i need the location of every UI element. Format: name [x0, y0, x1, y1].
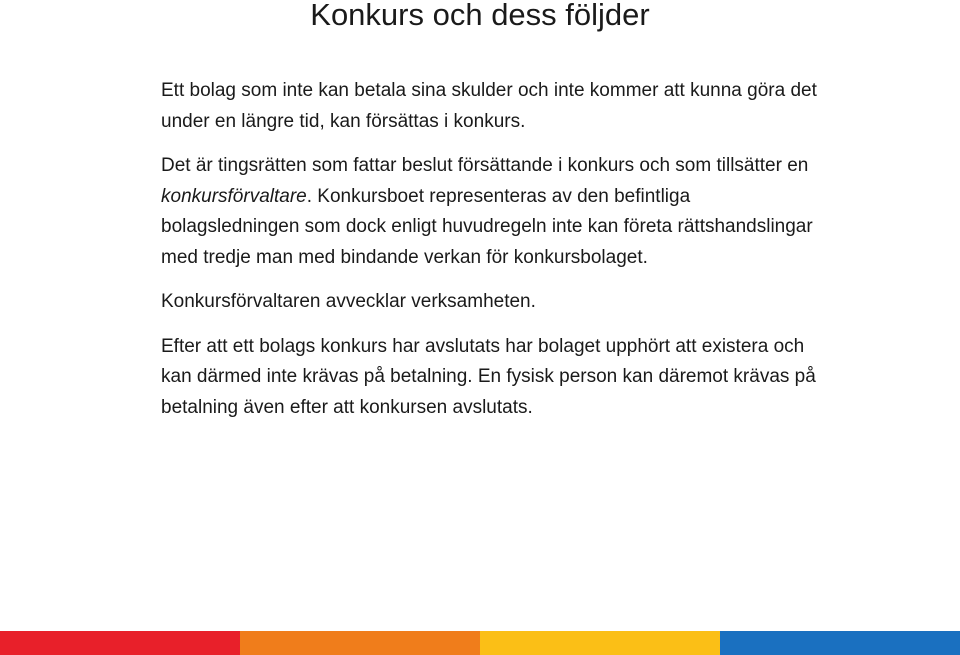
stripe-red [0, 631, 240, 655]
color-stripe-footer [0, 631, 960, 655]
paragraph-2-italic-term: konkursförvaltare [161, 185, 307, 207]
stripe-yellow [480, 631, 720, 655]
stripe-blue [720, 631, 960, 655]
body-text [161, 76, 821, 437]
paragraph-3: Konkursförvaltaren avvecklar verksamheten. [161, 291, 536, 312]
paragraph-4: Efter att ett bolags konkurs har avslutats har bolaget upphört att existera och kan därmed inte krävas på betalning. En fysisk person kan däremot krävas på betalning även efter att konkursen avslutats. [161, 335, 816, 418]
stripe-orange [240, 631, 480, 655]
paragraph-2-text-start: Det är tingsrätten som fattar beslut försättande i konkurs och som tillsätter en [161, 155, 809, 176]
paragraph-1: Ett bolag som inte kan betala sina skulder och inte kommer att kunna göra det under en längre tid, kan försättas i konkurs. [161, 80, 817, 132]
paragraph-2 [161, 151, 821, 273]
paragraph-2-text-end: . Konkursboet representeras av den befintliga bolagsledningen som dock enligt huvudregeln inte kan företa rättshandslingar med tredje man med bindande verkan för konkursbolaget. [161, 185, 813, 268]
page-title: Konkurs och dess följder [310, 0, 650, 32]
